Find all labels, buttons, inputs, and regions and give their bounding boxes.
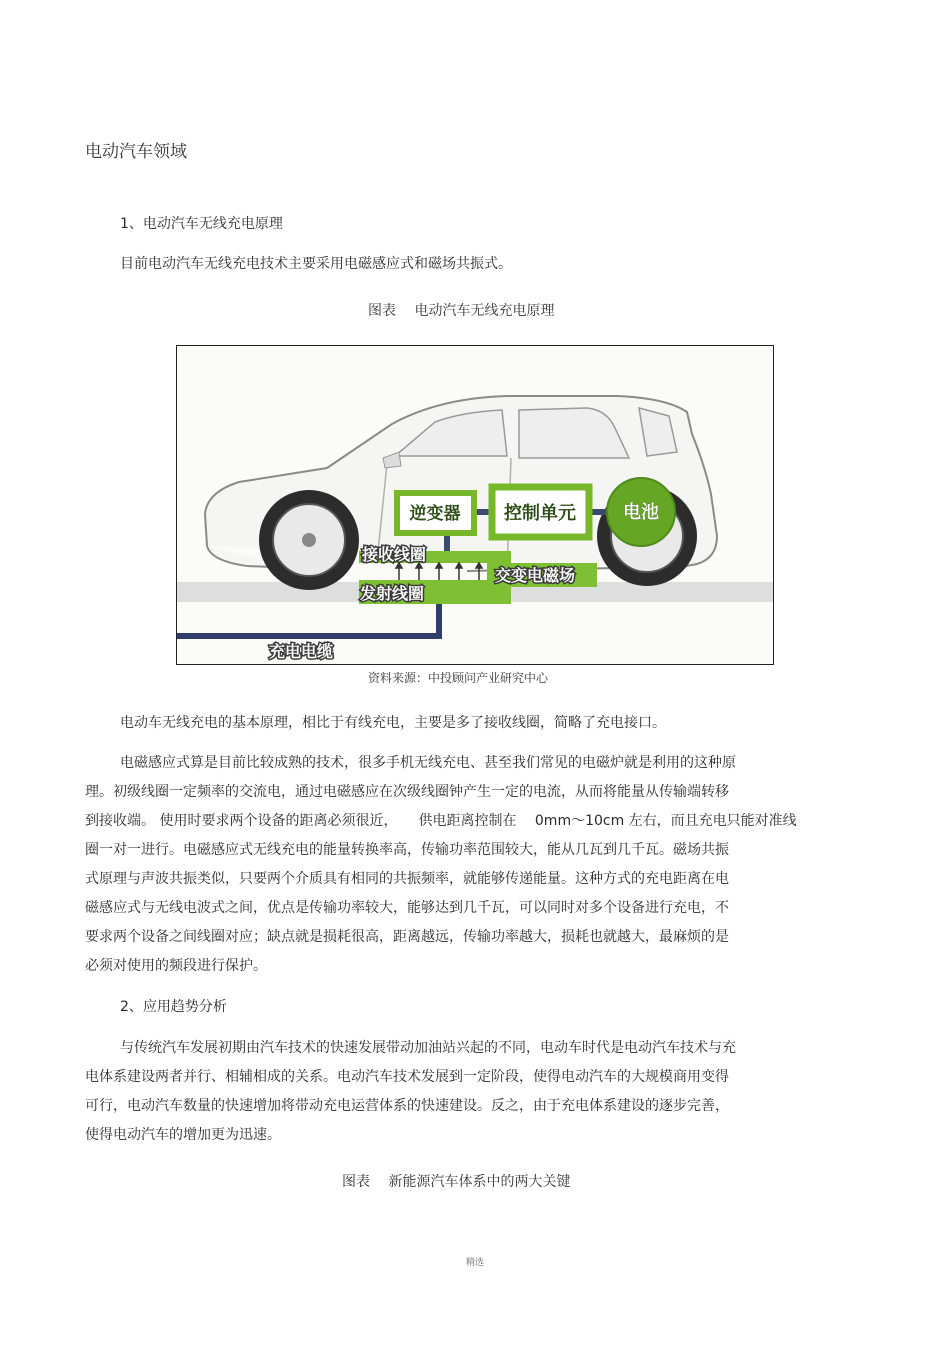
induction-paragraph-line: 必须对使用的频段进行保护。 — [85, 958, 267, 974]
figure1-source: 资料来源：中投顾问产业研究中心 — [368, 671, 549, 685]
front-wheel — [259, 490, 359, 590]
intro-paragraph: 目前电动汽车无线充电技术主要采用电磁感应式和磁场共振式。 — [120, 256, 512, 272]
control-unit-label: 控制单元 — [504, 503, 576, 524]
trend-paragraph-line: 使得电动汽车的增加更为迅速。 — [85, 1127, 281, 1143]
trend-paragraph-line: 可行，电动汽车数量的快速增加将带动充电运营体系的快速建设。反之，由于充电体系建设的逐步完善， — [85, 1098, 729, 1114]
transmit-coil-label: 发射线圈 — [360, 584, 425, 603]
figure2-caption: 图表 新能源汽车体系中的两大关键 — [342, 1174, 571, 1190]
charging-cable-label: 充电电缆 — [269, 642, 334, 661]
subsection-heading-1: 1、电动汽车无线充电原理 — [120, 216, 283, 232]
diagram-svg — [177, 346, 774, 665]
induction-paragraph-line: 电磁感应式算是目前比较成熟的技术，很多手机无线充电、甚至我们常见的电磁炉就是利用的这种原 — [120, 755, 736, 771]
section-title: 电动汽车领域 — [85, 142, 187, 162]
inverter-label: 逆变器 — [409, 504, 461, 524]
induction-paragraph-line: 要求两个设备之间线圈对应；缺点就是损耗很高，距离越远，传输功率越大，损耗也就越大，最麻烦的是 — [85, 929, 729, 945]
induction-paragraph-line: 理。初级线圈一定频率的交流电，通过电磁感应在次级线圈钟产生一定的电流，从而将能量从传输端转移 — [85, 784, 729, 800]
receive-coil-label: 接收线圈 — [362, 545, 427, 564]
figure1-caption: 图表 电动汽车无线充电原理 — [368, 303, 555, 319]
induction-paragraph-line: 式原理与声波共振类似，只要两个介质具有相同的共振频率，就能够传递能量。这种方式的充电距离在电 — [85, 871, 729, 887]
basic-principle-paragraph: 电动车无线充电的基本原理，相比于有线充电，主要是多了接收线圈，简略了充电接口。 — [120, 715, 666, 731]
subsection-heading-2: 2、应用趋势分析 — [120, 999, 227, 1015]
charging-cable-line — [177, 604, 439, 636]
induction-paragraph-line: 圈一对一进行。电磁感应式无线充电的能量转换率高，传输功率范围较大，能从几瓦到几千瓦。磁场共振 — [85, 842, 729, 858]
battery-label: 电池 — [623, 502, 659, 523]
induction-paragraph-line: 到接收端。 使用时要求两个设备的距离必须很近， 供电距离控制在 0mm～10cm 左右，而且充电只能对准线 — [85, 813, 797, 829]
trend-paragraph-line: 电体系建设两者并行、相辅相成的关系。电动汽车技术发展到一定阶段，使得电动汽车的大规模商用变得 — [85, 1069, 729, 1085]
induction-paragraph-line: 磁感应式与无线电波式之间，优点是传输功率较大，能够达到几千瓦，可以同时对多个设备进行充电，不 — [85, 900, 729, 916]
ac-field-label: 交变电磁场 — [495, 566, 576, 585]
page-footer: 精选 — [466, 1258, 485, 1268]
trend-paragraph-line: 与传统汽车发展初期由汽车技术的快速发展带动加油站兴起的不同，电动车时代是电动汽车技术与充 — [120, 1040, 736, 1056]
wireless-charging-diagram — [176, 345, 774, 665]
